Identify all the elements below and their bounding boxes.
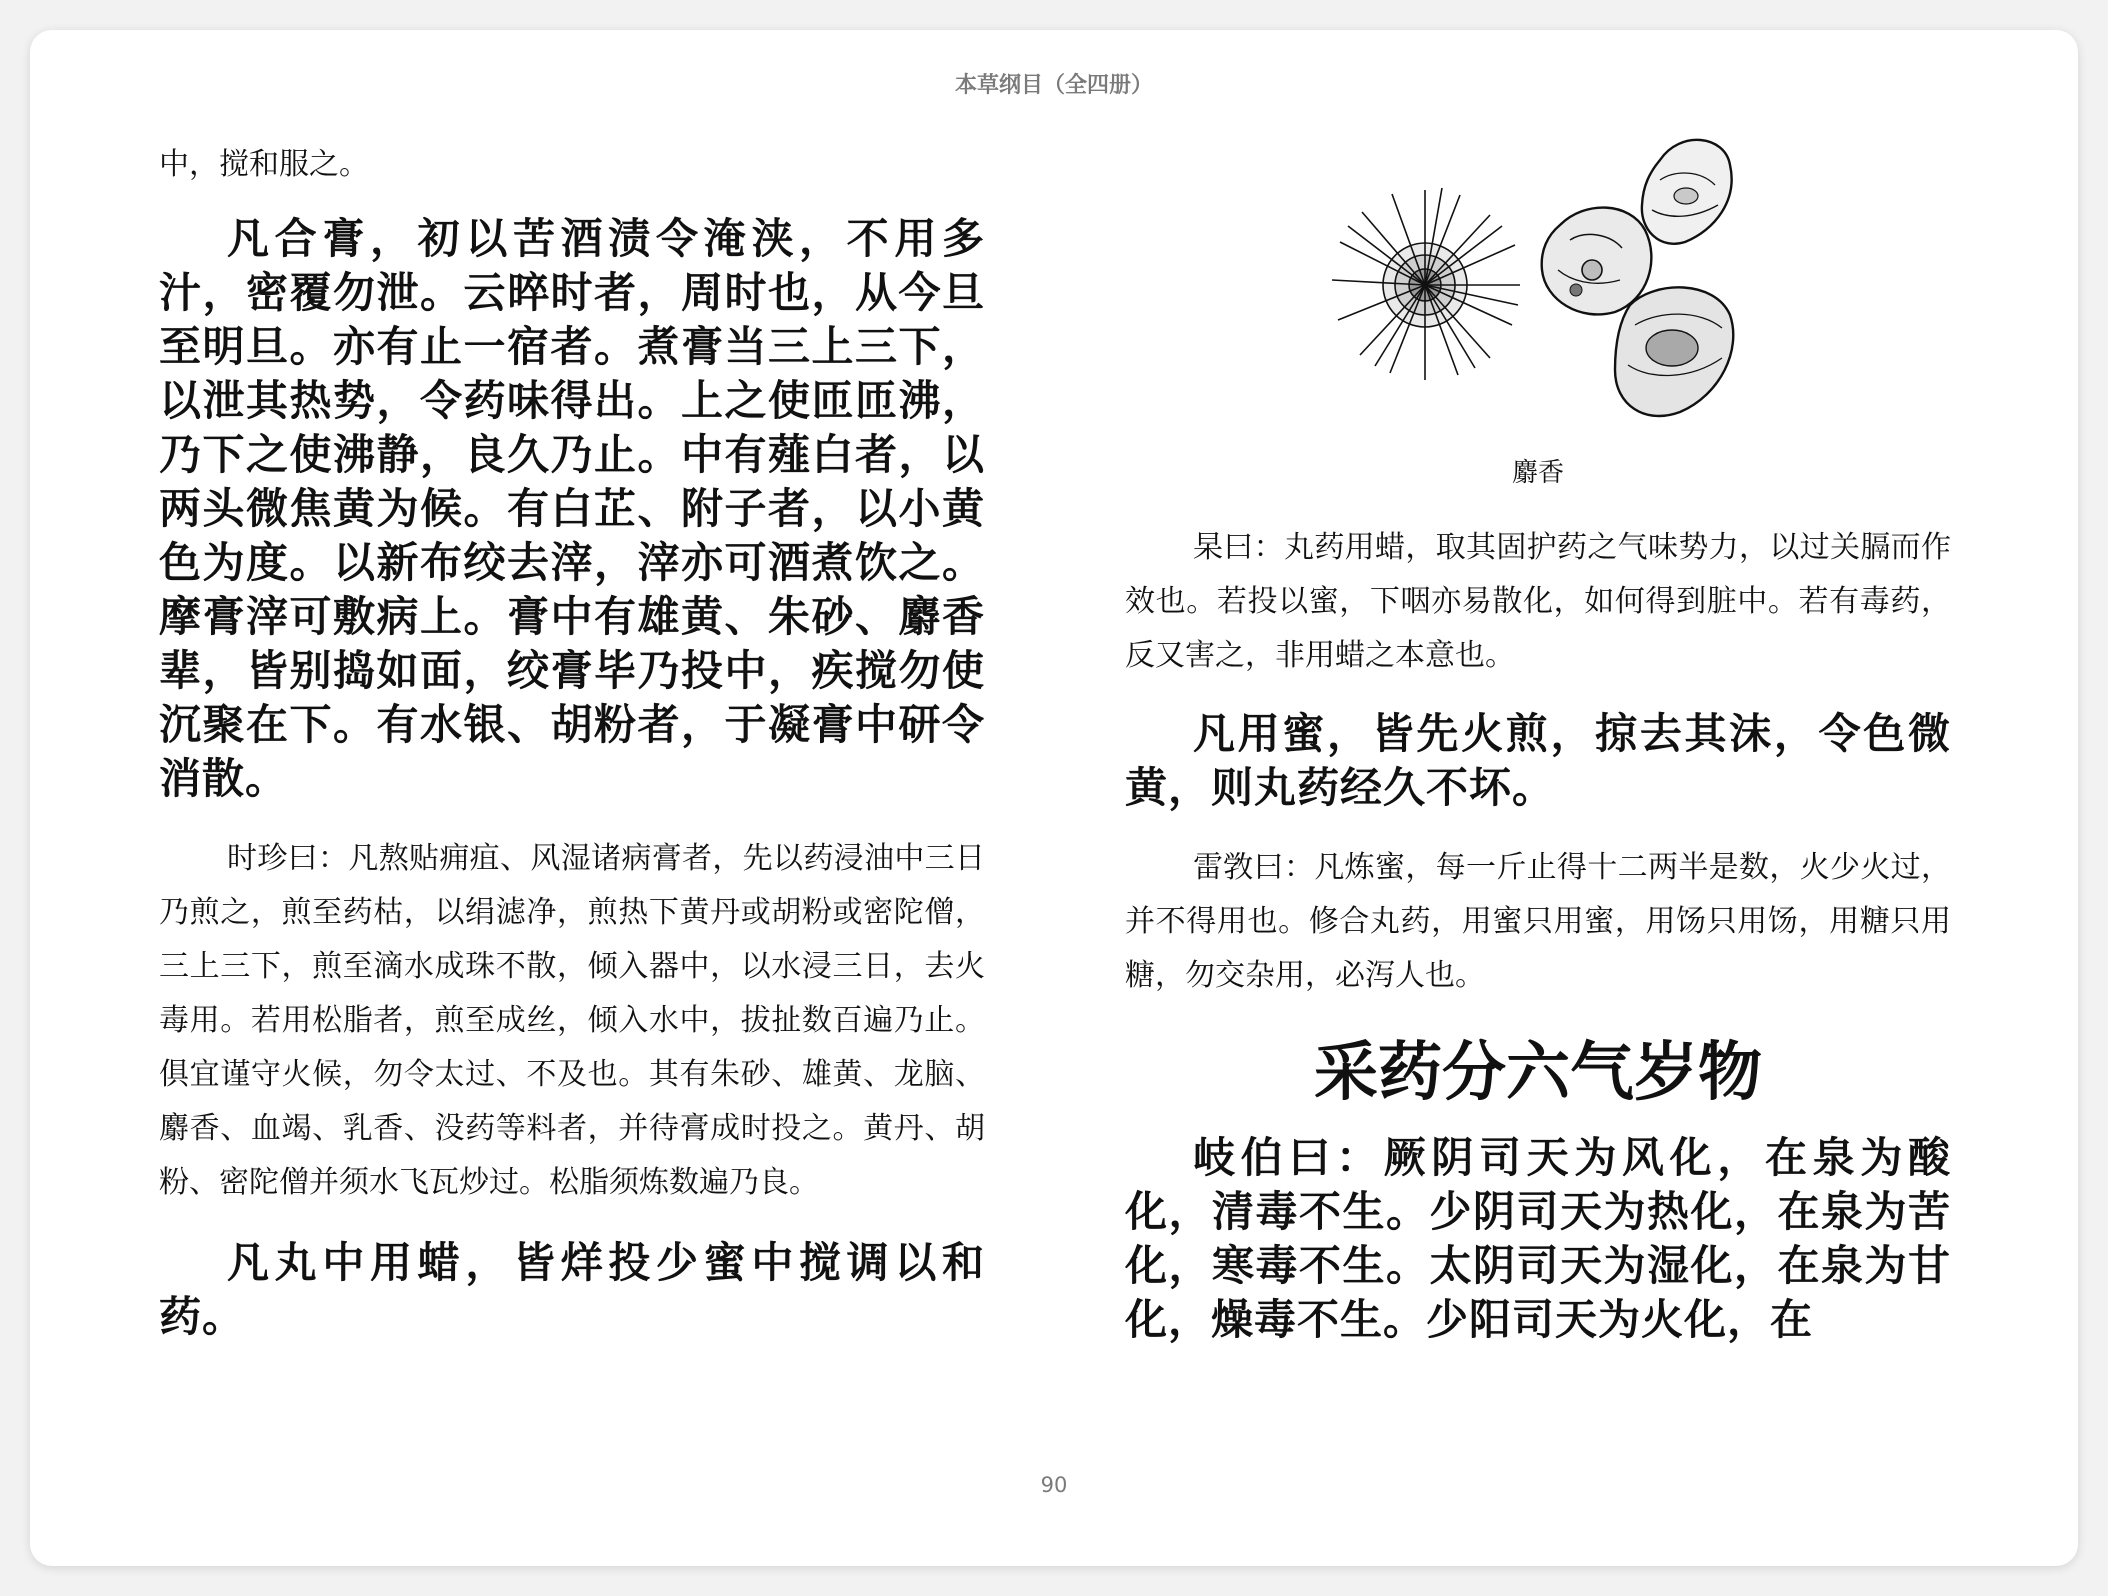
paragraph-commentary: 杲曰：丸药用蜡，取其固护药之气味势力，以过关膈而作效也。若投以蜜，下咽亦易散化，如何得到脏中。若有毒药，反又害之，非用蜡之本意也。 bbox=[1125, 530, 1951, 673]
musk-drawing bbox=[1330, 130, 1750, 430]
paragraph-main-text: 凡用蜜，皆先火煎，掠去其沫，令色微黄，则丸药经久不坏。 bbox=[1125, 709, 1951, 812]
paragraph-main-text: 凡合膏，初以苦酒渍令淹浃，不用多汁，密覆勿泄。云晬时者，周时也，从今旦至明旦。亦有止一宿者。煮膏当三上三下，以泄其热势，令药味得出。上之使匝匝沸，乃下之使沸静，良久乃止。中有薤白者，以两头微焦黄为候。有白芷、附子者，以小黄色为度。以新布绞去滓，滓亦可酒煮饮之。摩膏滓可敷病上。膏中有雄黄、朱砂、麝香辈，皆别捣如面，绞膏毕乃投中，疾搅勿使沉聚在下。有水银、胡粉者，于凝膏中研令消散。 bbox=[159, 214, 985, 803]
page-number: 90 bbox=[1040, 1473, 1068, 1497]
paragraph-continuation: 中，搅和服之。 bbox=[159, 147, 369, 182]
right-page bbox=[1125, 130, 1951, 1347]
gland-oval-bottom bbox=[1615, 287, 1733, 416]
paragraph-commentary: 雷敩曰：凡炼蜜，每一斤止得十二两半是数，火少火过，并不得用也。修合丸药，用蜜只用蜜，用饧只用饧，用糖只用糖，勿交杂用，必泻人也。 bbox=[1125, 850, 1951, 993]
section-heading: 采药分六气岁物 bbox=[1314, 1036, 1762, 1110]
gland-oval-top bbox=[1642, 140, 1732, 244]
left-page bbox=[159, 138, 985, 1344]
figure-caption: 麝香 bbox=[1511, 458, 1564, 488]
musk-illustration bbox=[1125, 130, 1951, 430]
paragraph-commentary: 时珍曰：凡熬贴痈疽、风湿诸病膏者，先以药浸油中三日乃煎之，煎至药枯，以绢滤净，煎热下黄丹或胡粉或密陀僧，三上三下，煎至滴水成珠不散，倾入器中，以水浸三日，去火毒用。若用松脂者，煎至成丝，倾入水中，拔扯数百遍乃止。俱宜谨守火候，勿令太过、不及也。其有朱砂、雄黄、龙脑、麝香、血竭、乳香、没药等料者，并待膏成时投之。黄丹、胡粉、密陀僧并须水飞瓦炒过。松脂须炼数遍乃良。 bbox=[159, 841, 985, 1200]
paragraph-main-text: 岐伯曰：厥阴司天为风化，在泉为酸化，清毒不生。少阴司天为热化，在泉为苦化，寒毒不生。太阴司天为湿化，在泉为甘化，燥毒不生。少阳司天为火化，在 bbox=[1125, 1133, 1951, 1344]
gland-round bbox=[1542, 208, 1652, 315]
reader-window bbox=[30, 30, 2078, 1566]
spiky-pod bbox=[1332, 188, 1520, 380]
book-title: 本草纲目（全四册） bbox=[954, 73, 1153, 98]
paragraph-main-text: 凡丸中用蜡，皆烊投少蜜中搅调以和药。 bbox=[159, 1238, 985, 1341]
